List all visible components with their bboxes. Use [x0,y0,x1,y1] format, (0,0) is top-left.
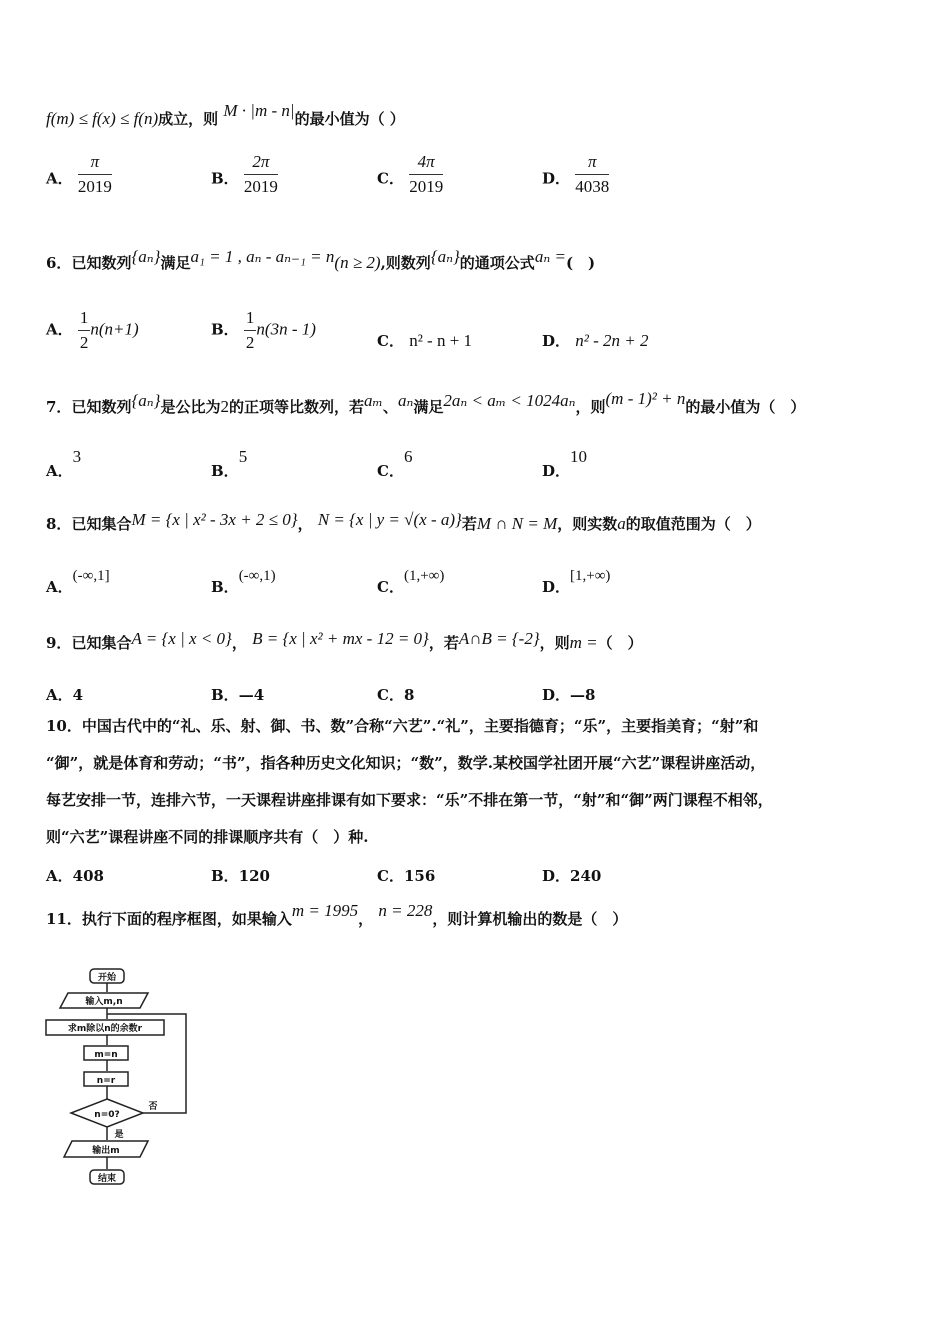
q8-option-d[interactable]: D．[1,+∞) [542,568,611,596]
q5-option-d[interactable]: D． $\frac{\pi}{4038}$ [542,152,610,196]
q5-stem: f(m) ≤ f(x) ≤ f(n)成立，则 M · |m - n|的最小值为（ ） [46,101,405,128]
q10-option-b[interactable]: B．120 [211,867,270,885]
flowchart-end-label: 结束 [97,1174,117,1184]
q5-expression: M · |m - n| [223,101,295,120]
flowchart-output-label: 输出m [92,1146,120,1156]
q6-option-b[interactable]: B． $\frac{1}{2}$ n(3n - 1) [211,308,316,352]
q7-option-a[interactable]: A．3 [46,447,82,480]
q9-option-a[interactable]: A．4 [46,686,84,704]
q9-stem: 9．已知集合A = {x | x < 0}， B = {x | x² + mx - 12 = 0}，若A∩B = {-2}，则m =（ ） [46,629,643,652]
q10-option-a[interactable]: A．408 [46,867,104,885]
q8-option-b[interactable]: B．(-∞,1) [211,568,276,596]
q10-stem: 10．中国古代中的“礼、乐、射、御、书、数”合称“六艺”.“礼”，主要指德育；“乐”，主要指美育；“射”和 “御”，就是体育和劳动；“书”，指各种历史文化知识；“数”，数学.某校国学社团开展“六艺”课程讲座活动， 每艺安排一节，连排六节，一天课程讲座排课有如下要求：“乐”不排在第一节，“射”和“御”两门课程不相邻， 则“六艺”课程讲座不同的排课顺序共有（ ）种. [46,717,773,846]
q10-option-d[interactable]: D．240 [542,867,602,885]
q5-option-c[interactable]: C． $\frac{4\pi}{2019}$ [377,152,444,196]
fraction: $\frac{4\pi}{2019}$ [409,152,444,196]
flowchart-decision-label: n=0? [94,1110,120,1120]
q6-option-a[interactable]: A． $\frac{1}{2}$ n(n+1) [46,308,139,352]
fraction: $\frac{1}{2}$ [245,308,255,352]
q6-stem: 6．已知数列{aₙ}满足a₁ = 1 , aₙ - aₙ₋₁ = n(n ≥ 2),则数列{aₙ}的通项公式aₙ =( ) [46,247,596,272]
q8-option-a[interactable]: A．(-∞,1] [46,568,110,596]
fraction: $\frac{\pi}{2019}$ [77,152,112,196]
fraction: $\frac{2\pi}{2019}$ [243,152,278,196]
q5-option-a[interactable]: A． $\frac{\pi}{2019}$ [46,152,112,196]
q6-option-d[interactable]: D． n² - 2n + 2 [542,331,649,350]
fraction: $\frac{1}{2}$ [79,308,89,352]
q9-option-b[interactable]: B．—4 [211,686,265,704]
q9-option-c[interactable]: C．8 [377,686,415,704]
flowchart-assign-m-label: m=n [94,1050,118,1060]
q5-condition: f(m) ≤ f(x) ≤ f(n) [46,109,159,128]
flowchart-yes-label: 是 [114,1130,124,1140]
flowchart-start-label: 开始 [97,973,117,983]
q6-option-c[interactable]: C． n² - n + 1 [377,331,473,350]
q5-option-b[interactable]: B． $\frac{2\pi}{2019}$ [211,152,278,196]
flowchart-no-label: 否 [148,1102,158,1112]
q8-stem: 8．已知集合M = {x | x² - 3x + 2 ≤ 0}， N = {x | y = √(x - a)}若M ∩ N = M，则实数a的取值范围为（ ） [46,510,761,533]
flowchart-remainder-label: 求m除以n的余数r [67,1024,143,1034]
q7-option-d[interactable]: D．10 [542,447,588,480]
q7-option-b[interactable]: B．5 [211,447,248,480]
fraction: $\frac{\pi}{4038}$ [575,152,610,196]
program-flowchart [40,960,210,1190]
q10-option-c[interactable]: C．156 [377,867,436,885]
flowchart-input-label: 输入m,n [85,997,123,1007]
q8-option-c[interactable]: C．(1,+∞) [377,568,445,596]
q7-option-c[interactable]: C．6 [377,447,413,480]
q11-stem: 11．执行下面的程序框图，如果输入m = 1995， n = 228，则计算机输出的数是（ ） [46,901,628,928]
flowchart-assign-n-label: n=r [96,1076,116,1086]
q7-stem: 7．已知数列{aₙ}是公比为2的正项等比数列，若aₘ、aₙ满足2aₙ < aₘ < 1024aₙ，则(m - 1)² + n的最小值为（ ） [46,389,806,416]
q9-option-d[interactable]: D．—8 [542,686,596,704]
